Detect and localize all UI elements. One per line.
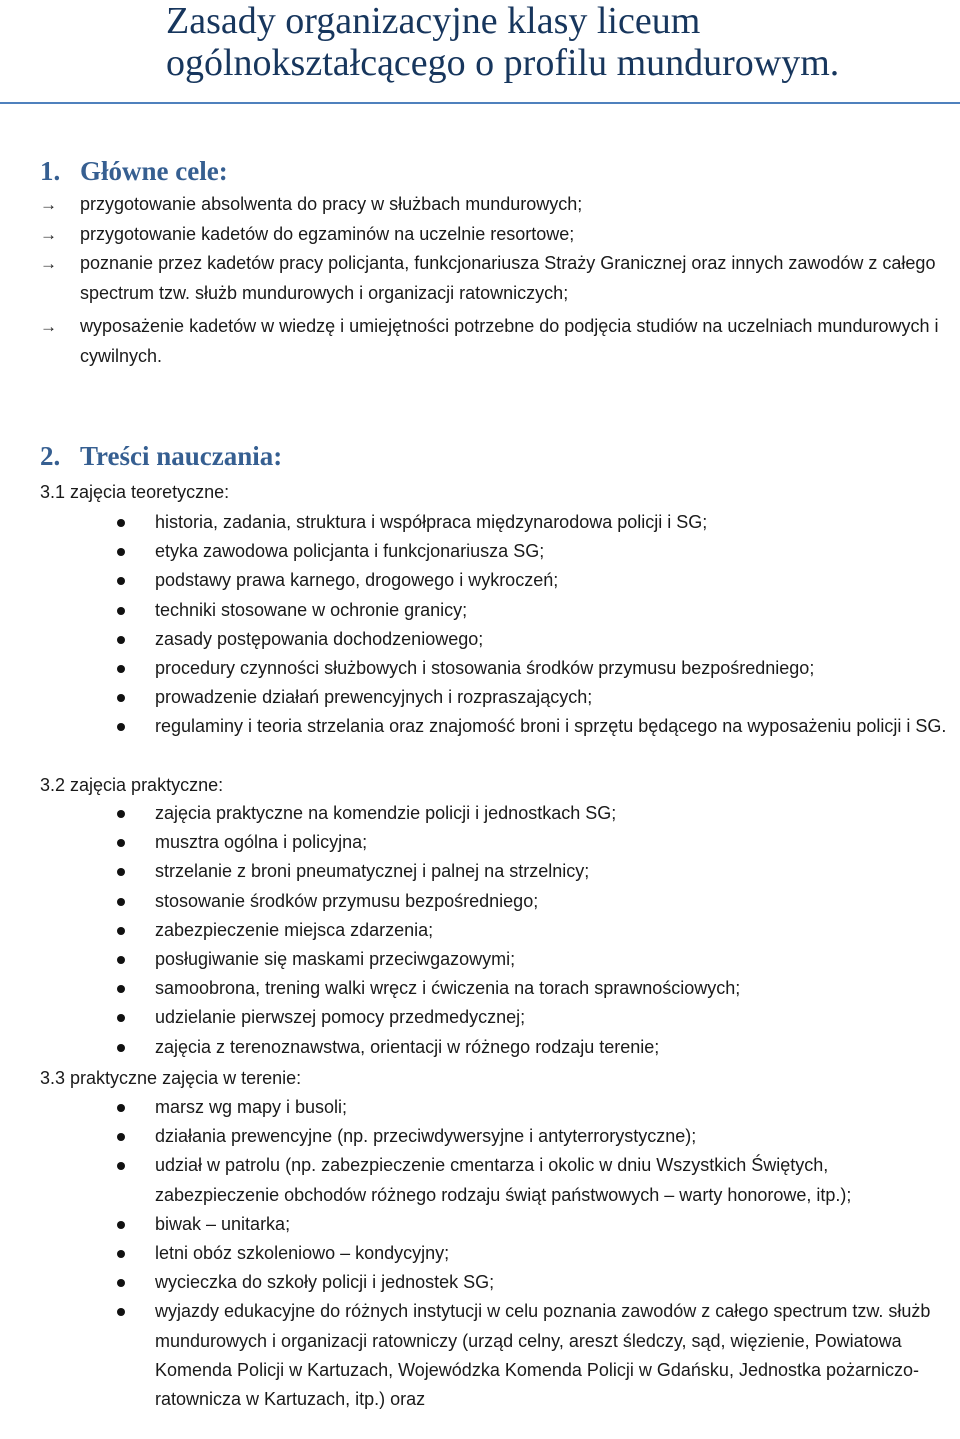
field-list (115, 1093, 950, 1414)
list-item (115, 712, 950, 741)
list-item (115, 1122, 950, 1151)
bullet-icon (117, 694, 125, 702)
list-item-text: wycieczka do szkoły policji i jednostek SG; (155, 1272, 495, 1293)
bullet-icon (117, 1250, 125, 1258)
list-item (115, 683, 950, 712)
list-item (115, 625, 950, 654)
list-item-text: podstawy prawa karnego, drogowego i wykroczeń; (155, 570, 559, 591)
goal-text: przygotowanie kadetów do egzaminów na uczelnie resortowe; (80, 223, 575, 244)
list-item (115, 508, 950, 537)
list-item-text: udzielanie pierwszej pomocy przedmedycznej; (155, 1007, 526, 1028)
bullet-icon (117, 577, 125, 585)
list-item (115, 1033, 950, 1062)
section-2-number: 2. (40, 441, 61, 471)
list-item (115, 1268, 950, 1297)
list-item (115, 1093, 950, 1122)
list-item (115, 1151, 950, 1209)
section-1-number: 1. (40, 156, 61, 186)
bullet-icon (117, 1162, 125, 1170)
list-item-text: zajęcia z terenoznawstwa, orientacji w różnego rodzaju terenie; (155, 1036, 660, 1057)
bullet-icon (117, 1279, 125, 1287)
list-item-text: stosowanie środków przymusu bezpośredniego; (155, 890, 539, 911)
list-item-text: zajęcia praktyczne na komendzie policji i jednostkach SG; (155, 803, 617, 823)
list-item-text: biwak – unitarka; (155, 1213, 291, 1234)
list-item-text: techniki stosowane w ochronie granicy; (155, 599, 468, 620)
bullet-icon (117, 1221, 125, 1229)
list-item-text: historia, zadania, struktura i współpraca międzynarodowa policji i SG; (155, 512, 708, 532)
goals-list (40, 190, 952, 371)
goal-text: poznanie przez kadetów pracy policjanta, funkcjonariusza Straży Granicznej oraz innych zawodów z całego spectrum tzw. służb mundurowych i organizacji ratowniczych; (80, 253, 936, 303)
bullet-icon (117, 665, 125, 673)
list-item-text: strzelanie z broni pneumatycznej i palnej na strzelnicy; (155, 861, 590, 882)
list-item (115, 828, 950, 857)
bullet-icon (117, 868, 125, 876)
list-item (115, 537, 950, 566)
goal-text: przygotowanie absolwenta do pracy w służbach mundurowych; (80, 194, 583, 214)
bullet-icon (117, 927, 125, 935)
practice-list (115, 799, 950, 1062)
bullet-icon (117, 1133, 125, 1141)
bullet-icon (117, 1104, 125, 1112)
section-1-title: Główne cele: (80, 156, 228, 186)
list-item (115, 654, 950, 683)
list-item-text: działania prewencyjne (np. przeciwdywersyjne i antyterrorystyczne); (155, 1126, 697, 1147)
section-2-heading (40, 441, 282, 472)
list-item (115, 1297, 950, 1414)
goal-item (40, 249, 952, 308)
list-item-text: prowadzenie działań prewencyjnych i rozpraszających; (155, 687, 593, 708)
list-item-text: zabezpieczenie miejsca zdarzenia; (155, 919, 434, 940)
list-item-text: procedury czynności służbowych i stosowania środków przymusu bezpośredniego; (155, 658, 815, 679)
arrow-right-icon: → (40, 195, 57, 214)
list-item-text: udział w patrolu (np. zabezpieczenie cmentarza i okolic w dniu Wszystkich Świętych, zabezpieczenie obchodów różnego rodzaju świąt państwowych – warty honorowe, itp.); (155, 1155, 852, 1205)
bullet-icon (117, 607, 125, 615)
list-item (115, 857, 950, 886)
subsection-3-2-label: 3.2 zajęcia praktyczne: (40, 775, 224, 795)
list-item-text: posługiwanie się maskami przeciwgazowymi; (155, 949, 516, 970)
list-item-text: etyka zawodowa policjanta i funkcjonariusza SG; (155, 541, 545, 562)
bullet-icon (117, 1044, 125, 1052)
theory-list (115, 508, 950, 742)
list-item-text: marsz wg mapy i busoli; (155, 1097, 348, 1117)
section-2-title: Treści nauczania: (80, 441, 283, 471)
arrow-right-icon: → (40, 224, 57, 244)
list-item-text: zasady postępowania dochodzeniowego; (155, 628, 484, 649)
list-item (115, 799, 950, 828)
goal-item (40, 220, 952, 250)
arrow-right-icon: → (40, 317, 57, 336)
list-item-text: musztra ogólna i policyjna; (155, 832, 368, 853)
list-item (115, 596, 950, 625)
list-item-text: wyjazdy edukacyjne do różnych instytucji w celu poznania zawodów z całego spectrum tzw. służb mundurowych i organizacji ratowniczy (urząd celny, areszt śledczy, sąd, więzienie, Powiatowa Komenda Policji w Kartuzach, Wojewódzka Komenda Policji w Gdańsku, Jednostka pożarniczo-ratownicza w Kartuzach, itp.) oraz (155, 1301, 931, 1410)
list-item (115, 974, 950, 1003)
bullet-icon (117, 956, 125, 964)
list-item (115, 945, 950, 974)
section-1-heading (40, 156, 228, 187)
bullet-icon (117, 810, 125, 818)
list-item (115, 887, 950, 916)
subsection-3-3-label: 3.3 praktyczne zajęcia w terenie: (40, 1068, 302, 1088)
list-item (115, 1210, 950, 1239)
bullet-icon (117, 898, 125, 906)
subsection-3-1-label: 3.1 zajęcia teoretyczne: (40, 482, 230, 502)
goal-item (40, 190, 952, 220)
goal-text: wyposażenie kadetów w wiedzę i umiejętności potrzebne do podjęcia studiów na uczelniach mundurowych i cywilnych. (80, 316, 939, 366)
bullet-icon (117, 723, 125, 731)
bullet-icon (117, 1014, 125, 1022)
list-item-text: samoobrona, trening walki wręcz i ćwiczenia na torach sprawnościowych; (155, 978, 741, 999)
list-item-text: regulaminy i teoria strzelania oraz znajomość broni i sprzętu będącego na wyposażeniu policji i SG. (155, 716, 947, 737)
bullet-icon (117, 839, 125, 847)
bullet-icon (117, 548, 125, 556)
bullet-icon (117, 985, 125, 993)
list-item (115, 566, 950, 595)
list-item (115, 916, 950, 945)
goal-item (40, 312, 952, 371)
list-item (115, 1239, 950, 1268)
bullet-icon (117, 1308, 125, 1316)
page-title: Zasady organizacyjne klasy liceum ogólnokształcącego o profilu mundurowym. (166, 0, 840, 84)
list-item (115, 1003, 950, 1032)
bullet-icon (117, 519, 125, 527)
title-divider (0, 102, 960, 104)
arrow-right-icon: → (40, 254, 57, 273)
bullet-icon (117, 636, 125, 644)
list-item-text: letni obóz szkoleniowo – kondycyjny; (155, 1243, 450, 1264)
